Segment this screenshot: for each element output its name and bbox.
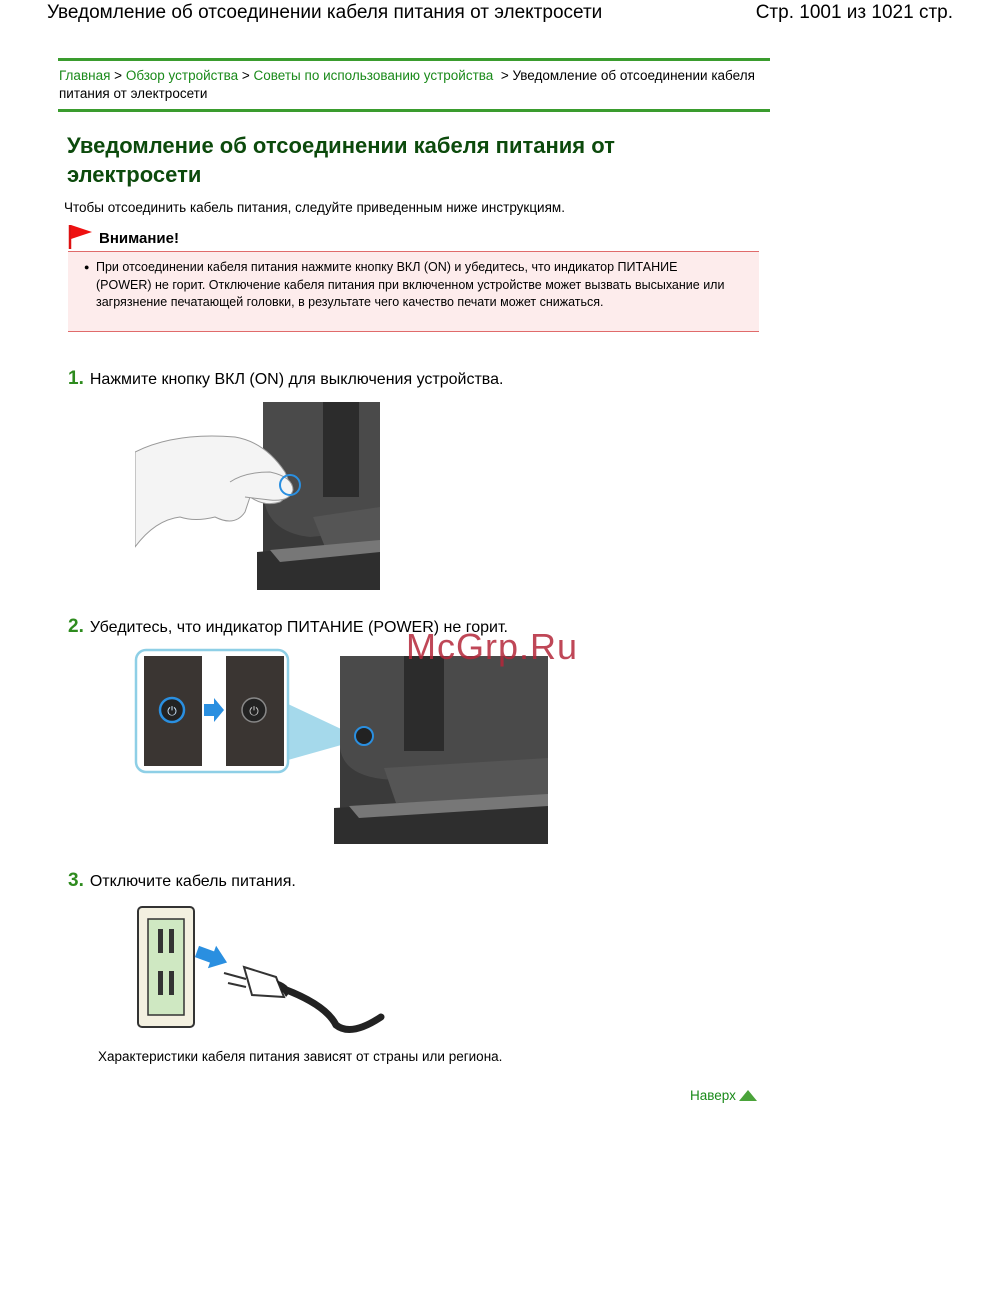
breadcrumb-separator: > [241, 68, 250, 83]
breadcrumb-separator: > [500, 68, 509, 83]
step-text: Убедитесь, что индикатор ПИТАНИЕ (POWER) не горит. [89, 619, 508, 636]
breadcrumb-link-tips[interactable]: Советы по использованию устройства [253, 68, 494, 83]
step-3 [68, 870, 296, 892]
page-number: Стр. 1001 из 1021 стр. [755, 2, 953, 23]
document-title: Уведомление об отсоединении кабеля питания от электросети [47, 2, 603, 23]
figure-press-power-button [135, 402, 380, 590]
breadcrumb [58, 58, 770, 112]
red-flag-icon [68, 224, 94, 250]
back-to-top-link[interactable] [690, 1088, 757, 1103]
step-number: 2. [68, 616, 84, 637]
breadcrumb-link-overview[interactable]: Обзор устройства [125, 68, 239, 83]
svg-text:⏻: ⏻ [249, 704, 259, 718]
breadcrumb-separator: > [114, 68, 123, 83]
step-text: Отключите кабель питания. [89, 873, 296, 890]
watermark: McGrp.Ru [406, 626, 579, 667]
arrow-up-icon [739, 1090, 757, 1101]
step-number: 3. [68, 870, 84, 891]
intro-text: Чтобы отсоединить кабель питания, следуйте приведенным ниже инструкциям. [64, 200, 565, 215]
back-to-top-label: Наверх [690, 1088, 736, 1103]
breadcrumb-link-home[interactable]: Главная [59, 68, 111, 83]
page-header [0, 0, 1000, 30]
svg-text:⏻: ⏻ [167, 704, 177, 718]
region-note: Характеристики кабеля питания зависят от страны или региона. [98, 1049, 503, 1064]
step-text: Нажмите кнопку ВКЛ (ON) для выключения устройства. [89, 371, 504, 388]
page-title: Уведомление об отсоединении кабеля питания от электросети [67, 133, 615, 187]
caution-label: Внимание! [99, 230, 179, 247]
figure-power-indicator-off [134, 648, 548, 844]
figure-unplug-power-cable [136, 905, 386, 1040]
caution-text: При отсоединении кабеля питания нажмите кнопку ВКЛ (ON) и убедитесь, что индикатор ПИТАНИЕ (POWER) не горит. Отключение кабеля питания при включенном устройстве может вызвать высыхание или загрязнение печатающей головки, в результате чего качество печати может снижаться. [96, 260, 725, 309]
bullet-icon: ● [84, 262, 90, 272]
caution-box [68, 251, 759, 332]
breadcrumb-current: Уведомление об отсоединении кабеля питания от электросети [59, 68, 755, 101]
step-number: 1. [68, 368, 84, 389]
step-1 [68, 368, 503, 390]
